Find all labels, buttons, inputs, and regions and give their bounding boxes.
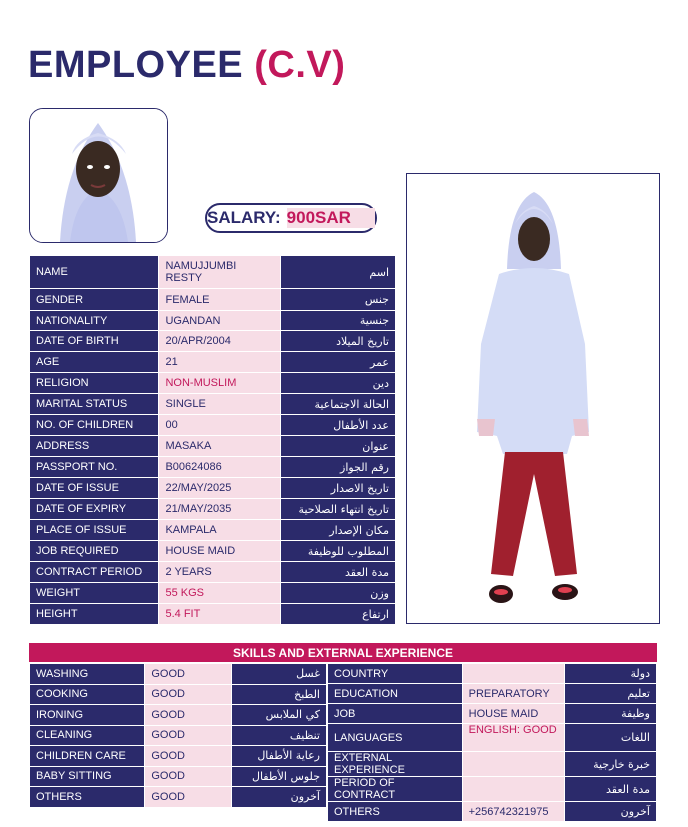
- info-arabic-label: ارتفاع: [280, 604, 395, 625]
- info-arabic-label: تاريخ انتهاء الصلاحية: [280, 499, 395, 520]
- experience-label: EDUCATION: [328, 684, 463, 704]
- info-arabic-label: المطلوب للوظيفة: [280, 541, 395, 562]
- experience-label: EXTERNAL EXPERIENCE: [328, 752, 463, 777]
- info-value: 21: [159, 352, 280, 373]
- info-value: 5.4 FIT: [159, 604, 280, 625]
- info-arabic-label: مكان الإصدار: [280, 520, 395, 541]
- skill-label: OTHERS: [30, 787, 145, 808]
- skill-label: CLEANING: [30, 725, 145, 746]
- info-value: FEMALE: [159, 289, 280, 311]
- info-value: 20/APR/2004: [159, 331, 280, 352]
- experience-arabic-label: دولة: [564, 664, 656, 684]
- info-value: NAMUJJUMBI RESTY: [159, 256, 280, 289]
- skill-value: GOOD: [145, 705, 232, 726]
- info-arabic-label: تاريخ الاصدار: [280, 478, 395, 499]
- experience-arabic-label: خبرة خارجية: [564, 752, 656, 777]
- experience-label: OTHERS: [328, 802, 463, 822]
- skill-value: GOOD: [145, 746, 232, 767]
- experience-table: [327, 663, 657, 822]
- info-label: AGE: [30, 352, 159, 373]
- info-row: [30, 394, 396, 415]
- skill-row: [30, 664, 327, 685]
- experience-row: [328, 777, 657, 802]
- info-label: DATE OF BIRTH: [30, 331, 159, 352]
- experience-label: LANGUAGES: [328, 724, 463, 752]
- skill-value: GOOD: [145, 766, 232, 787]
- info-arabic-label: جنسية: [280, 311, 395, 331]
- skill-arabic-label: غسل: [232, 664, 327, 685]
- experience-arabic-label: وظيفة: [564, 704, 656, 724]
- experience-value: [462, 777, 564, 802]
- experience-row: [328, 802, 657, 822]
- skill-arabic-label: تنظيف: [232, 725, 327, 746]
- experience-value: ENGLISH: GOOD: [462, 724, 564, 752]
- info-row: [30, 331, 396, 352]
- info-label: PLACE OF ISSUE: [30, 520, 159, 541]
- experience-row: [328, 704, 657, 724]
- title-cv: (C.V): [254, 44, 346, 86]
- info-row: [30, 457, 396, 478]
- info-value: MASAKA: [159, 436, 280, 457]
- skill-arabic-label: آخرون: [232, 787, 327, 808]
- info-value: 2 YEARS: [159, 562, 280, 583]
- info-label: DATE OF ISSUE: [30, 478, 159, 499]
- info-arabic-label: عمر: [280, 352, 395, 373]
- info-row: [30, 499, 396, 520]
- skill-row: [30, 725, 327, 746]
- info-row: [30, 311, 396, 331]
- info-value: 55 KGS: [159, 583, 280, 604]
- info-row: [30, 562, 396, 583]
- experience-value: [462, 752, 564, 777]
- info-row: [30, 436, 396, 457]
- info-arabic-label: دين: [280, 373, 395, 394]
- experience-label: PERIOD OF CONTRACT: [328, 777, 463, 802]
- skill-arabic-label: كي الملابس: [232, 705, 327, 726]
- skill-value: GOOD: [145, 787, 232, 808]
- skill-row: [30, 746, 327, 767]
- info-arabic-label: تاريخ الميلاد: [280, 331, 395, 352]
- info-row: [30, 373, 396, 394]
- info-arabic-label: وزن: [280, 583, 395, 604]
- info-label: NAME: [30, 256, 159, 289]
- info-row: [30, 256, 396, 289]
- info-label: MARITAL STATUS: [30, 394, 159, 415]
- info-arabic-label: جنس: [280, 289, 395, 311]
- skill-value: GOOD: [145, 664, 232, 685]
- skills-header: SKILLS AND EXTERNAL EXPERIENCE: [29, 643, 657, 662]
- salary-value: 900SAR: [287, 208, 375, 228]
- skill-label: IRONING: [30, 705, 145, 726]
- info-label: CONTRACT PERIOD: [30, 562, 159, 583]
- experience-label: JOB: [328, 704, 463, 724]
- info-label: PASSPORT NO.: [30, 457, 159, 478]
- info-label: WEIGHT: [30, 583, 159, 604]
- info-arabic-label: اسم: [280, 256, 395, 289]
- info-label: JOB REQUIRED: [30, 541, 159, 562]
- experience-row: [328, 752, 657, 777]
- experience-row: [328, 664, 657, 684]
- info-arabic-label: عدد الأطفال: [280, 415, 395, 436]
- experience-row: [328, 724, 657, 752]
- info-label: NO. OF CHILDREN: [30, 415, 159, 436]
- experience-value: [462, 664, 564, 684]
- experience-arabic-label: آخرون: [564, 802, 656, 822]
- info-value: SINGLE: [159, 394, 280, 415]
- info-label: DATE OF EXPIRY: [30, 499, 159, 520]
- full-body-photo: [406, 173, 660, 624]
- skill-value: GOOD: [145, 725, 232, 746]
- info-row: [30, 415, 396, 436]
- info-row: [30, 541, 396, 562]
- info-row: [30, 289, 396, 311]
- info-row: [30, 583, 396, 604]
- salary-badge: [205, 203, 377, 233]
- skill-label: COOKING: [30, 684, 145, 705]
- info-value: KAMPALA: [159, 520, 280, 541]
- info-arabic-label: رقم الجواز: [280, 457, 395, 478]
- experience-arabic-label: مدة العقد: [564, 777, 656, 802]
- info-row: [30, 352, 396, 373]
- title-main: EMPLOYEE: [28, 44, 244, 86]
- experience-value: PREPARATORY: [462, 684, 564, 704]
- skill-row: [30, 787, 327, 808]
- info-label: NATIONALITY: [30, 311, 159, 331]
- info-value: NON-MUSLIM: [159, 373, 280, 394]
- info-row: [30, 604, 396, 625]
- info-value: 21/MAY/2035: [159, 499, 280, 520]
- info-value: UGANDAN: [159, 311, 280, 331]
- skill-arabic-label: رعاية الأطفال: [232, 746, 327, 767]
- personal-info-table: [29, 255, 396, 625]
- skill-arabic-label: الطبخ: [232, 684, 327, 705]
- salary-label: SALARY:: [207, 208, 281, 227]
- skill-label: WASHING: [30, 664, 145, 685]
- experience-label: COUNTRY: [328, 664, 463, 684]
- skill-value: GOOD: [145, 684, 232, 705]
- info-value: 00: [159, 415, 280, 436]
- experience-row: [328, 684, 657, 704]
- info-row: [30, 478, 396, 499]
- skill-arabic-label: جلوس الأطفال: [232, 766, 327, 787]
- info-arabic-label: الحالة الاجتماعية: [280, 394, 395, 415]
- experience-arabic-label: اللغات: [564, 724, 656, 752]
- info-value: HOUSE MAID: [159, 541, 280, 562]
- info-arabic-label: مدة العقد: [280, 562, 395, 583]
- skill-row: [30, 684, 327, 705]
- skill-label: CHILDREN CARE: [30, 746, 145, 767]
- info-label: HEIGHT: [30, 604, 159, 625]
- info-row: [30, 520, 396, 541]
- portrait-photo: [29, 108, 168, 243]
- experience-arabic-label: تعليم: [564, 684, 656, 704]
- page-title: [28, 44, 345, 87]
- info-arabic-label: عنوان: [280, 436, 395, 457]
- experience-value: HOUSE MAID: [462, 704, 564, 724]
- info-label: GENDER: [30, 289, 159, 311]
- skill-row: [30, 766, 327, 787]
- info-value: 22/MAY/2025: [159, 478, 280, 499]
- experience-value: +256742321975: [462, 802, 564, 822]
- skills-table: [29, 663, 327, 808]
- skill-label: BABY SITTING: [30, 766, 145, 787]
- info-label: ADDRESS: [30, 436, 159, 457]
- info-value: B00624086: [159, 457, 280, 478]
- skill-row: [30, 705, 327, 726]
- info-label: RELIGION: [30, 373, 159, 394]
